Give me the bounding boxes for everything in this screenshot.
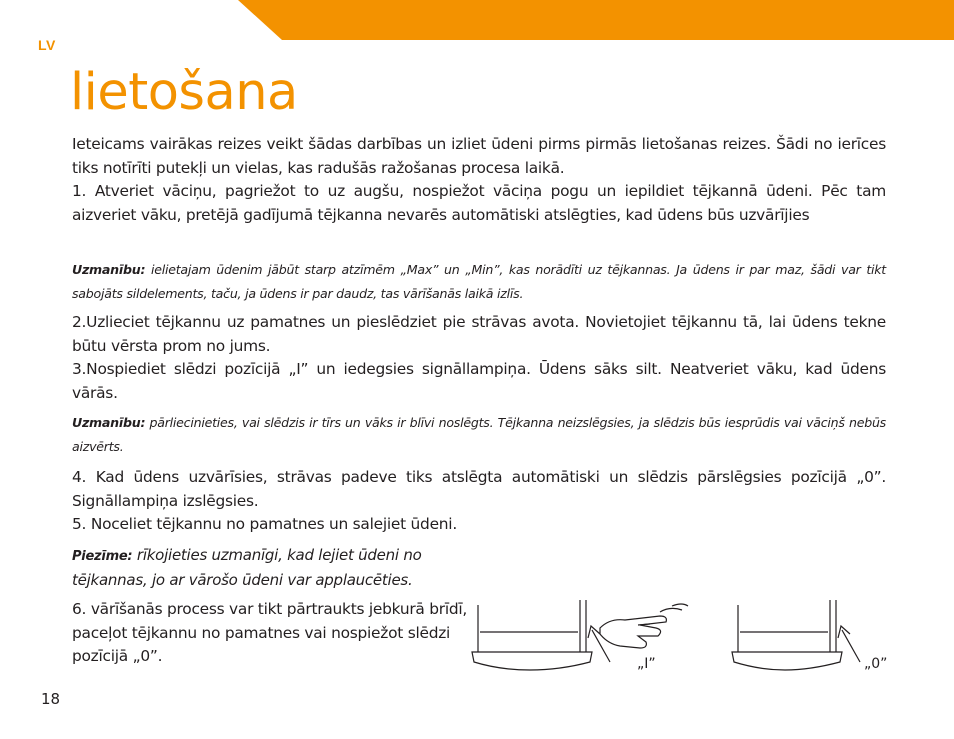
- step-6: 6. vārīšanās process var tikt pārtraukts jebkurā brīdī, paceļot tējkannu no pamatnes vai nospiežot slēdzi pozīcijā „0”.: [72, 600, 468, 665]
- page-title: lietošana: [70, 63, 298, 122]
- step-2: 2.Uzlieciet tējkannu uz pamatnes un pieslēdziet pie strāvas avota. Novietojiet tējkannu tā, lai ūdens tekne būtu vērsta prom no jums.: [72, 313, 886, 355]
- page-number: 18: [41, 690, 61, 708]
- step-4: 4. Kad ūdens uzvārīsies, strāvas padeve tiks atslēgta automātiski un slēdzis pārslēgsies pozīcijā „0”. Signāllampiņa izslēgsies.: [72, 468, 886, 510]
- note-text: ielietajam ūdenim jābūt starp atzīmēm „Max” un „Min”, kas norādīti uz tējkannas. Ja ūdens ir par maz, šādi var tikt sabojāts sildelements, taču, ja ūdens ir par daudz, tas vārīšanās laikā izlīs.: [72, 262, 886, 301]
- note-text: pārliecinieties, vai slēdzis ir tīrs un vāks ir blīvi noslēgts. Tējkanna neizslēgsies, ja slēdzis būs iesprūdis vai vāciņš nebūs aizvērts.: [72, 415, 886, 454]
- note-text: rīkojieties uzmanīgi, kad lejiet ūdeni no tējkannas, jo ar vārošo ūdeni var applaucēties.: [72, 546, 422, 589]
- caption-position-on: „I”: [637, 656, 656, 672]
- note-warning-1: [72, 258, 886, 305]
- note-label: Uzmanību:: [72, 262, 146, 277]
- header-accent-bar: [0, 0, 954, 40]
- kettle-switch-illustration: [460, 590, 900, 690]
- step-1: 1. Atveriet vāciņu, pagriežot to uz augšu, nospiežot vāciņa pogu un iepildiet tējkannā ūdeni. Pēc tam aizveriet vāku, pretējā gadījumā tējkanna nevarēs automātiski atslēgties, kad ūdens būs uzvārījies: [72, 182, 886, 224]
- note-remark: [72, 544, 472, 592]
- note-warning-2: [72, 411, 886, 458]
- step-5: 5. Noceliet tējkannu no pamatnes un salejiet ūdeni.: [72, 515, 457, 533]
- note-label: Uzmanību:: [72, 415, 146, 430]
- caption-position-off: „0”: [864, 656, 888, 672]
- intro-paragraph: Ieteicams vairākas reizes veikt šādas darbības un izliet ūdeni pirms pirmās lietošanas reizes. Šādi no ierīces tiks notīrīti putekļi un vielas, kas radušās ražošanas procesa laikā.: [72, 135, 886, 177]
- step-3: 3.Nospiediet slēdzi pozīcijā „I” un iedegsies signāllampiņa. Ūdens sāks silt. Neatveriet vāku, kad ūdens vārās.: [72, 360, 886, 402]
- language-code: LV: [38, 37, 56, 53]
- note-label: Piezīme:: [72, 549, 133, 564]
